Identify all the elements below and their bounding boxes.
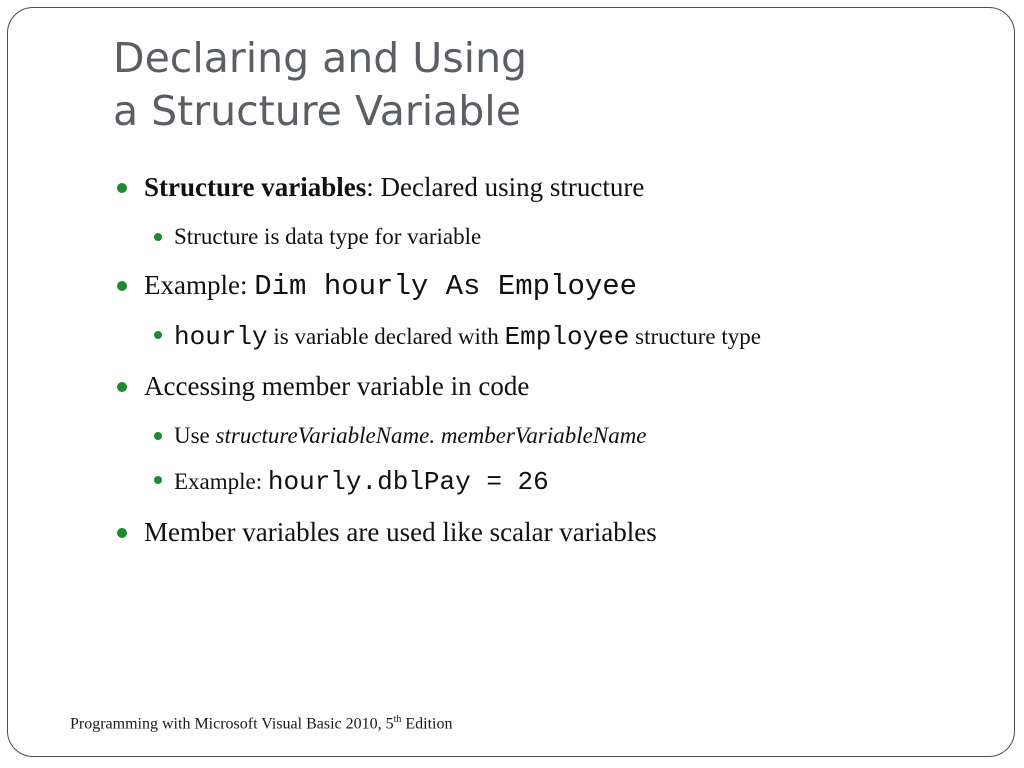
bullet-bold-term: Structure variables xyxy=(144,172,367,202)
slide-footer xyxy=(70,714,453,733)
bullet-example-declaration xyxy=(144,270,637,303)
code-snippet: Dim hourly As Employee xyxy=(254,270,638,303)
bullet-scalar-variables xyxy=(144,517,657,548)
footer-text-end: Edition xyxy=(401,715,453,733)
bullet-text: Accessing member variable in code xyxy=(144,371,530,401)
title-line-2: a Structure Variable xyxy=(113,87,521,135)
bullet-dot-icon xyxy=(117,183,127,193)
bullet-text: Use xyxy=(174,423,216,448)
footer-text: Programming with Microsoft Visual Basic 2010, 5 xyxy=(70,715,394,733)
bullet-text: Example: xyxy=(144,270,255,300)
footer-superscript: th xyxy=(393,714,402,725)
bullet-dot-icon xyxy=(117,382,127,392)
bullet-dot-icon xyxy=(154,432,162,440)
bullet-dot-icon xyxy=(117,281,127,291)
sub-bullet-example-assignment xyxy=(174,467,549,497)
bullet-text: is variable declared with xyxy=(267,324,505,349)
bullet-text: Member variables are used like scalar variables xyxy=(144,517,657,547)
bullet-accessing-member xyxy=(144,371,529,402)
code-snippet: hourly xyxy=(174,322,268,352)
syntax-italic: structureVariableName. memberVariableName xyxy=(215,423,647,448)
bullet-dot-icon xyxy=(154,476,162,484)
code-snippet: Employee xyxy=(504,322,630,352)
bullet-dot-icon xyxy=(154,233,162,241)
sub-bullet-hourly xyxy=(174,322,761,352)
bullet-text: structure type xyxy=(629,324,761,349)
sub-bullet-data-type xyxy=(174,224,481,250)
bullet-dot-icon xyxy=(154,331,162,339)
code-snippet: hourly.dblPay = 26 xyxy=(267,467,549,497)
sub-bullet-use-syntax xyxy=(174,423,647,449)
title-line-1: Declaring and Using xyxy=(113,34,528,82)
bullet-structure-variables xyxy=(144,172,644,203)
bullet-text: Structure is data type for variable xyxy=(174,224,482,249)
bullet-text: : Declared using structure xyxy=(366,172,645,202)
bullet-text: Example: xyxy=(174,469,268,494)
bullet-dot-icon xyxy=(117,528,127,538)
